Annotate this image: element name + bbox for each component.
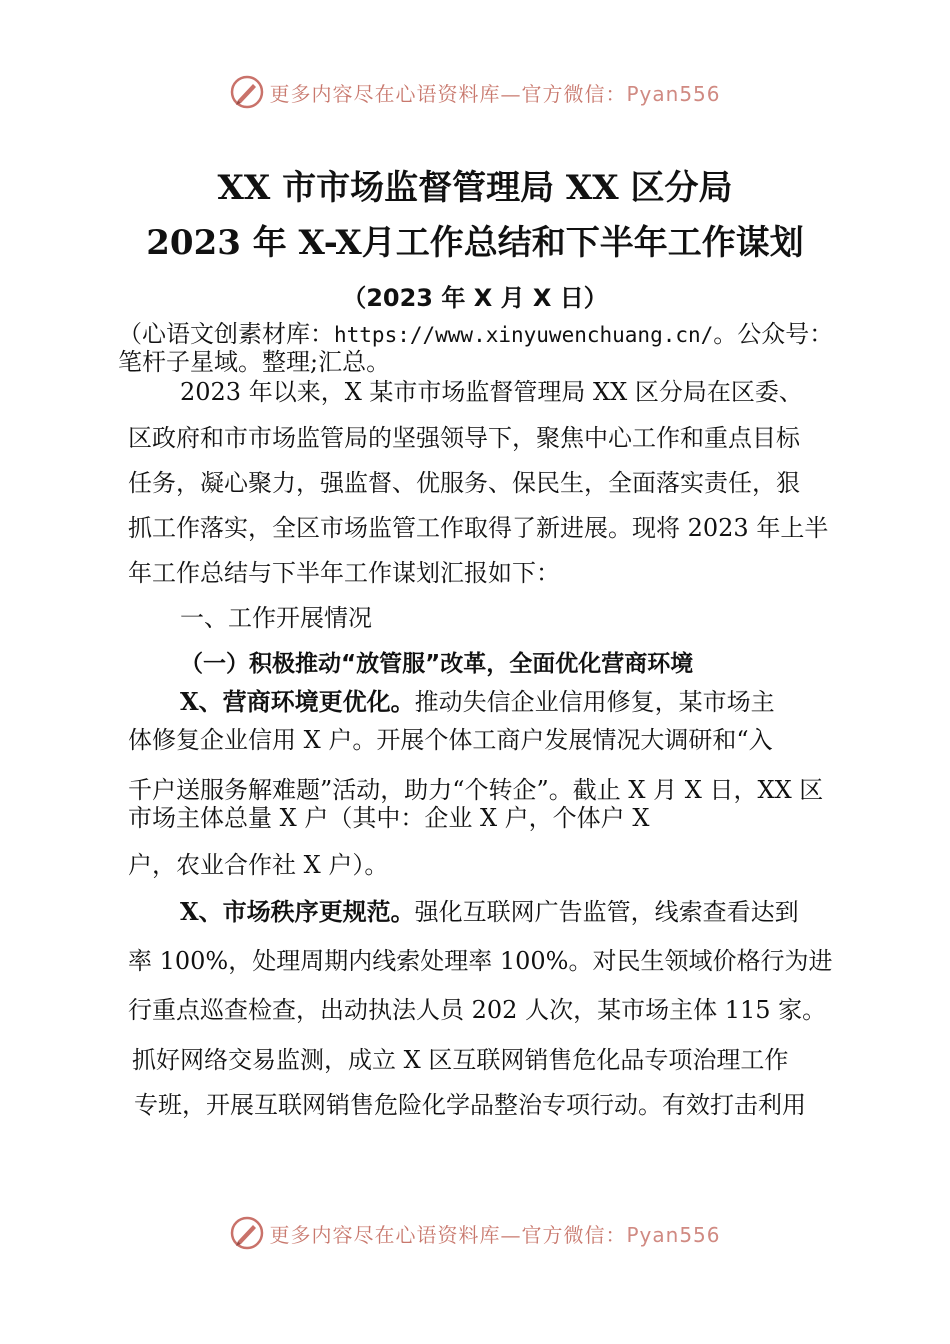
- source-note-line2: 笔杆子星域。整理;汇总。: [118, 348, 391, 376]
- para1-line5: 年工作总结与下半年工作谋划汇报如下：: [128, 559, 560, 587]
- pen-logo-icon: [229, 74, 265, 110]
- banner-wechat-id: Pyan556: [626, 81, 721, 106]
- item2-line4: 抓好网络交易监测，成立 X 区互联网销售危化品专项治理工作: [132, 1046, 789, 1074]
- item1-line1: [180, 682, 775, 717]
- banner-text: [269, 78, 720, 107]
- banner-main-text: 更多内容尽在心语资料库: [269, 81, 501, 106]
- para1-line3: 任务，凝心聚力，强监督、优服务、保民生，全面落实责任，狠: [128, 469, 800, 497]
- section-heading-1: 一、工作开展情况: [180, 604, 372, 632]
- para1-line1: 2023 年以来，X 某市市场监督管理局 XX 区分局在区委、: [180, 378, 803, 406]
- source-label: （心语文创素材库：: [118, 320, 334, 348]
- footer-banner: [0, 1213, 950, 1253]
- source-url: https://www.xinyuwenchuang.cn/: [334, 323, 714, 347]
- banner-dash: —: [500, 81, 522, 106]
- item1-lead: X、营商环境更优化。: [180, 687, 415, 716]
- item1-text: 推动失信企业信用修复，某市场主: [414, 688, 775, 716]
- banner-wechat-label: 官方微信：: [521, 1222, 627, 1247]
- banner-text: [269, 1219, 720, 1248]
- pen-logo-icon: [229, 1215, 265, 1251]
- source-account-label: 。公众号：: [713, 320, 834, 348]
- doc-title-line2: 2023 年 X-X月工作总结和下半年工作谋划: [146, 223, 804, 263]
- item1-line2: 体修复企业信用 X 户。开展个体工商户发展情况大调研和“入: [128, 726, 773, 754]
- item2-line1: [180, 892, 799, 927]
- para1-line4: 抓工作落实，全区市场监管工作取得了新进展。现将 2023 年上半: [128, 514, 829, 542]
- item2-line5: 专班，开展互联网销售危险化学品整治专项行动。有效打击利用: [134, 1091, 806, 1119]
- subsection-heading-1: （一）积极推动“放管服”改革，全面优化营商环境: [180, 651, 694, 677]
- item2-lead: X、市场秩序更规范。: [180, 897, 415, 926]
- item2-line2: 率 100%，处理周期内线索处理率 100%。对民生领域价格行为进: [128, 947, 833, 975]
- item2-line3: 行重点巡查检查，出动执法人员 202 人次，某市场主体 115 家。: [128, 996, 827, 1024]
- banner-wechat-label: 官方微信：: [521, 81, 627, 106]
- banner-dash: —: [500, 1222, 522, 1247]
- item1-line4: 市场主体总量 X 户（其中：企业 X 户，个体户 X: [128, 804, 650, 832]
- banner-main-text: 更多内容尽在心语资料库: [269, 1222, 501, 1247]
- banner-wechat-id: Pyan556: [626, 1222, 721, 1247]
- item1-line5: 户，农业合作社 X 户）。: [128, 851, 389, 879]
- header-banner: [0, 72, 950, 112]
- item2-text: 强化互联网广告监管，线索查看达到: [414, 898, 799, 926]
- para1-line2: 区政府和市市场监管局的坚强领导下，聚焦中心工作和重点目标: [128, 424, 800, 452]
- item1-line3: 千户送服务解难题”活动，助力“个转企”。截止 X 月 X 日，XX 区: [128, 776, 824, 804]
- doc-date: （2023 年 X 月 X 日）: [342, 284, 608, 312]
- doc-title-line1: XX 市市场监督管理局 XX 区分局: [217, 168, 733, 208]
